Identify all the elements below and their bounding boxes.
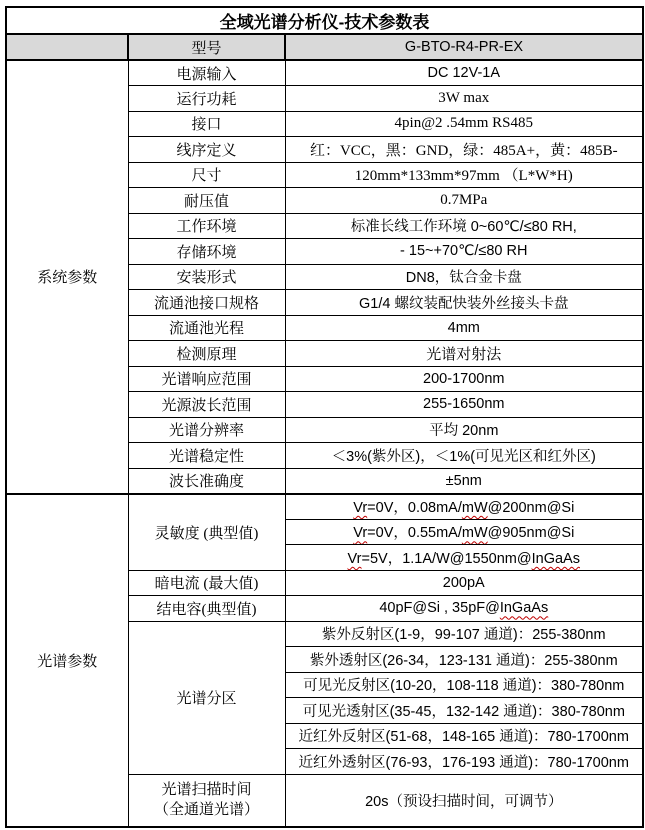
param-value: ＜3%(紫外区)，＜1%(可见光区和红外区) xyxy=(285,443,643,469)
param-value: 紫外透射区(26-34，123-131 通道)：255-380nm xyxy=(285,647,643,673)
table-title-row xyxy=(6,7,643,34)
param-label: 存储环境 xyxy=(128,239,285,265)
param-value: DN8，钛合金卡盘 xyxy=(285,264,643,290)
param-label: 安装形式 xyxy=(128,264,285,290)
param-label: 耐压值 xyxy=(128,188,285,214)
model-label: 型号 xyxy=(128,34,285,60)
param-value: 平均 20nm xyxy=(285,417,643,443)
param-value: 红：VCC，黑：GND，绿：485A+，黄：485B- xyxy=(285,137,643,163)
param-label: 接口 xyxy=(128,111,285,137)
param-label: 线序定义 xyxy=(128,137,285,163)
param-label: 光源波长范围 xyxy=(128,392,285,418)
param-value: 3W max xyxy=(285,86,643,112)
param-value: 可见光反射区(10-20，108-118 通道)：380-780nm xyxy=(285,672,643,698)
param-value: G1/4 螺纹装配快装外丝接头卡盘 xyxy=(285,290,643,316)
param-label: 结电容(典型值) xyxy=(128,596,285,622)
param-value: 4mm xyxy=(285,315,643,341)
param-label-sensitivity: 灵敏度 (典型值) xyxy=(128,494,285,571)
param-label: 波长准确度 xyxy=(128,468,285,494)
param-label: 尺寸 xyxy=(128,162,285,188)
param-value: 40pF@Si , 35pF@InGaAs xyxy=(285,596,643,622)
param-value: 255-1650nm xyxy=(285,392,643,418)
param-label: 检测原理 xyxy=(128,341,285,367)
param-value: 200pA xyxy=(285,570,643,596)
param-value: Vr=5V，1.1A/W@1550nm@InGaAs xyxy=(285,545,643,571)
scan-time-label-line2: （全通道光谱） xyxy=(153,802,259,819)
param-value: 0.7MPa xyxy=(285,188,643,214)
param-label-scan-time xyxy=(128,774,285,827)
param-label: 暗电流 (最大值) xyxy=(128,570,285,596)
param-label: 运行功耗 xyxy=(128,86,285,112)
param-label: 流通池光程 xyxy=(128,315,285,341)
param-label: 流通池接口规格 xyxy=(128,290,285,316)
param-value: 光谱对射法 xyxy=(285,341,643,367)
param-value: 近红外反射区(51-68，148-165 通道)：780-1700nm xyxy=(285,723,643,749)
param-label: 光谱分辨率 xyxy=(128,417,285,443)
header-empty-cell xyxy=(6,34,128,60)
model-header-row xyxy=(6,34,643,60)
spec-row xyxy=(6,494,643,520)
param-label: 光谱响应范围 xyxy=(128,366,285,392)
param-value: 可见光透射区(35-45，132-142 通道)：380-780nm xyxy=(285,698,643,724)
param-value: Vr=0V，0.55mA/mW@905nm@Si xyxy=(285,519,643,545)
param-label: 工作环境 xyxy=(128,213,285,239)
spec-table xyxy=(5,6,644,828)
param-value: DC 12V-1A xyxy=(285,60,643,86)
param-value: 紫外反射区(1-9，99-107 通道)：255-380nm xyxy=(285,621,643,647)
param-label: 光谱稳定性 xyxy=(128,443,285,469)
group-label-system: 系统参数 xyxy=(6,60,128,494)
param-value: - 15~+70℃/≤80 RH xyxy=(285,239,643,265)
param-value: ±5nm xyxy=(285,468,643,494)
param-value: 标准长线工作环境 0~60℃/≤80 RH, xyxy=(285,213,643,239)
param-label-partitions: 光谱分区 xyxy=(128,621,285,774)
spec-row xyxy=(6,60,643,86)
scan-time-label-line1: 光谱扫描时间 xyxy=(161,782,252,798)
param-value: Vr=0V，0.08mA/mW@200nm@Si xyxy=(285,494,643,520)
page-title: 全域光谱分析仪-技术参数表 xyxy=(6,7,643,34)
param-label: 电源输入 xyxy=(128,60,285,86)
param-value: 200-1700nm xyxy=(285,366,643,392)
param-value: 20s（预设扫描时间，可调节） xyxy=(285,774,643,827)
param-value: 4pin@2 .54mm RS485 xyxy=(285,111,643,137)
model-value: G-BTO-R4-PR-EX xyxy=(285,34,643,60)
param-value: 近红外透射区(76-93，176-193 通道)：780-1700nm xyxy=(285,749,643,775)
param-value: 120mm*133mm*97mm （L*W*H) xyxy=(285,162,643,188)
group-label-spectral: 光谱参数 xyxy=(6,494,128,828)
